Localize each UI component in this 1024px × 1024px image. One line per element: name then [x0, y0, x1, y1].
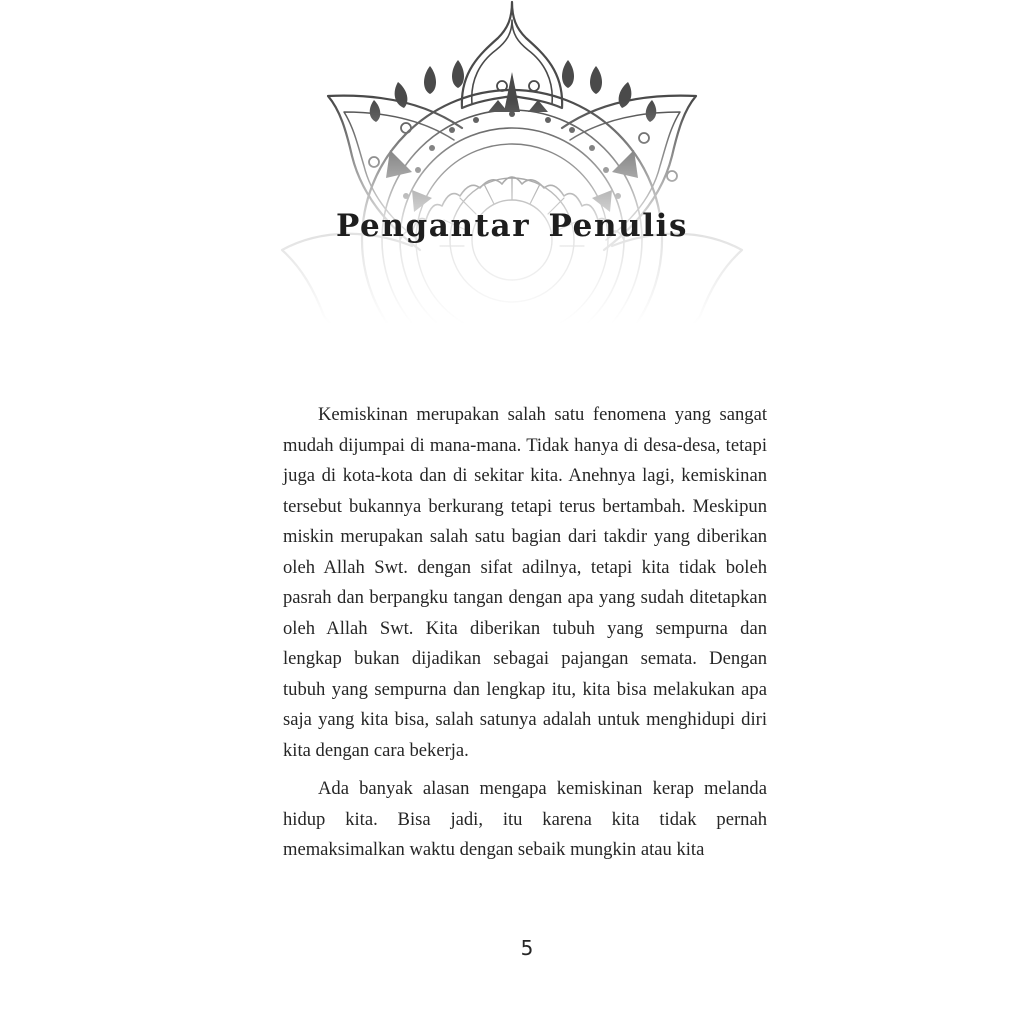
body-text [283, 400, 767, 874]
paragraph: Ada banyak alasan mengapa kemiskinan kerap melanda hidup kita. Bisa jadi, itu karena kita tidak pernah memaksimalkan waktu dengan sebaik mungkin atau kita [283, 778, 767, 860]
paragraph: Kemiskinan merupakan salah satu fenomena yang sangat mudah dijumpai di mana-mana. Tidak hanya di desa-desa, tetapi juga di kota-kota dan di sekitar kita. Anehnya lagi, kemiskinan tersebut bukannya berkurang tetapi terus bertambah. Meskipun miskin merupakan salah satu bagian dari takdir yang diberikan oleh Allah Swt. dengan sifat adilnya, tetapi kita tidak boleh pasrah dan berpangku tangan dengan apa yang sudah ditetapkan oleh Allah Swt. Kita diberikan tubuh yang sempurna dan lengkap bukan dijadikan sebagai pajangan semata. Dengan tubuh yang sempurna dan lengkap itu, kita bisa melakukan apa saja yang kita bisa, salah satunya adalah untuk menghidupi diri kita dengan cara bekerja. [283, 404, 767, 761]
mandala-ornament-icon [262, 0, 762, 360]
chapter-title: Pengantar Penulis [335, 208, 689, 244]
page-number: 5 [520, 936, 534, 960]
